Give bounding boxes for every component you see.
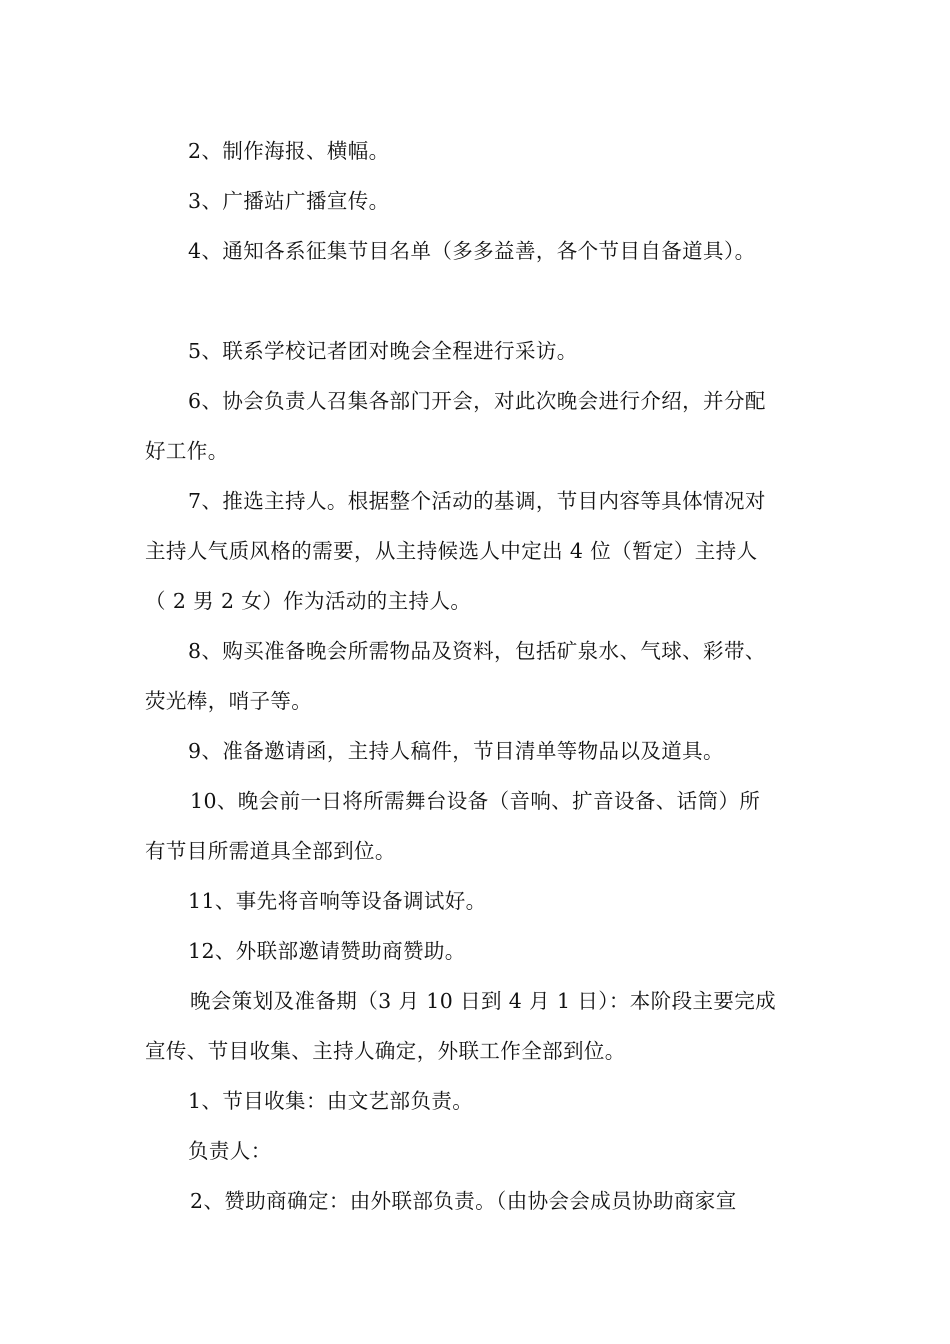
text-line-14: 有节目所需道具全部到位。 [145,839,396,863]
text-line-18: 宣传、节目收集、主持人确定，外联工作全部到位。 [145,1039,626,1063]
text-line-2: 3、广播站广播宣传。 [188,189,390,213]
text-line-21: 2、赞助商确定：由外联部负责。（由协会会成员协助商家宣 [190,1189,737,1213]
text-line-20: 负责人： [188,1139,272,1163]
text-line-15: 11、事先将音响等设备调试好。 [188,889,487,913]
text-line-17: 晚会策划及准备期（3 月 10 日到 4 月 1 日）：本阶段主要完成 [190,989,777,1013]
text-line-4: 5、联系学校记者团对晚会全程进行采访。 [188,339,578,363]
text-line-12: 9、准备邀请函，主持人稿件，节目清单等物品以及道具。 [188,739,724,763]
text-line-11: 荧光棒，哨子等。 [145,689,313,713]
text-line-5: 6、协会负责人召集各部门开会，对此次晚会进行介绍，并分配 [188,389,766,413]
text-line-1: 2、制作海报、横幅。 [188,139,390,163]
text-line-3: 4、通知各系征集节目名单（多多益善，各个节目自备道具）。 [188,239,756,263]
text-line-8: 主持人气质风格的需要，从主持候选人中定出 4 位（暂定）主持人 [145,539,758,563]
text-line-7: 7、推选主持人。根据整个活动的基调，节目内容等具体情况对 [188,489,766,513]
text-line-16: 12、外联部邀请赞助商赞助。 [188,939,466,963]
text-line-6: 好工作。 [145,439,229,463]
text-line-10: 8、购买准备晚会所需物品及资料，包括矿泉水、气球、彩带、 [188,639,766,663]
text-line-9: （ 2 男 2 女）作为活动的主持人。 [145,589,472,613]
text-line-13: 10、晚会前一日将所需舞台设备（音响、扩音设备、话筒）所 [190,789,761,813]
text-line-19: 1、节目收集：由文艺部负责。 [188,1089,474,1113]
